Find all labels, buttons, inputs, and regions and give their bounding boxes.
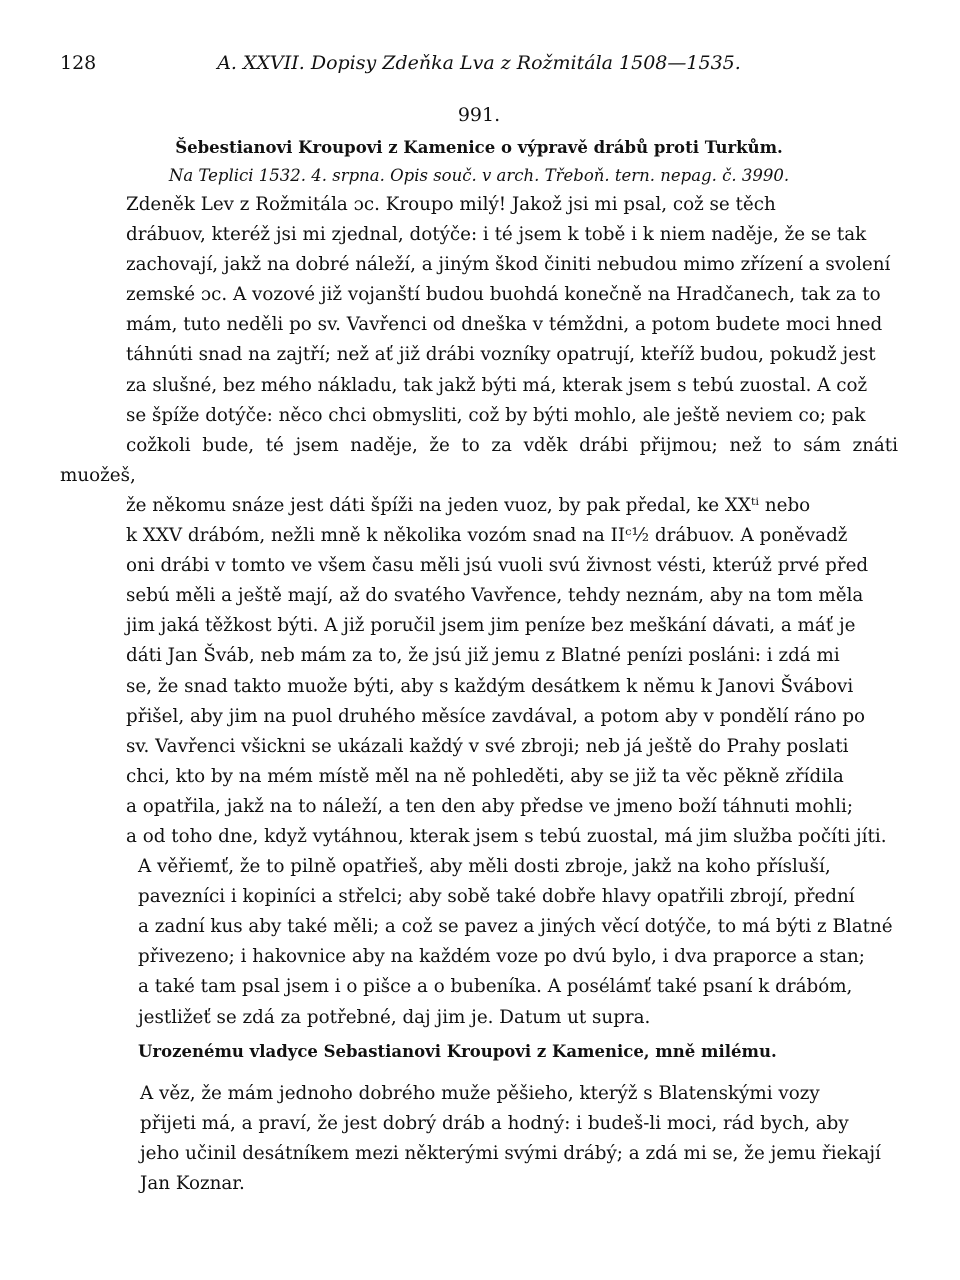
text-line: za slušné, bez mého nákladu, tak jakž býti má, kterak jsem s tebú zuostal. A což (126, 374, 868, 396)
text-line: se, že snad takto muože býti, aby s každým desátkem k němu k Janovi Švábovi (126, 675, 854, 697)
text-line: cožkoli bude, té jsem naděje, že to za vděk drábi přijmou; než to sám znáti muožeš, (60, 434, 898, 486)
text-line: Zdeněk Lev z Rožmitála ɔc. Kroupo milý! Jakož jsi mi psal, což se těch (126, 194, 776, 215)
letter-postscript (60, 1079, 898, 1199)
text-line: dáti Jan Šváb, neb mám za to, že jsú již jemu z Blatné penízi posláni: i zdá mi (126, 645, 840, 667)
text-line: pavezníci i kopiníci a střelci; aby sobě také dobře hlavy opatřili zbrojí, přední (138, 886, 855, 908)
text-line: že někomu snáze jest dáti špíži na jeden vuoz, by pak předal, ke XXᵗⁱ nebo (126, 494, 811, 516)
text-line: chci, kto by na mém místě měl na ně pohleděti, aby se již ta věc pěkně zřídila (126, 765, 844, 787)
text-line: mám, tuto neděli po sv. Vavřenci od dneška v témždni, a potom budete moci hned (126, 314, 883, 336)
text-line: a od toho dne, když vytáhnou, kterak jsem s tebú zuostal, má jim služba počíti jíti. (126, 825, 887, 847)
running-title: A. XXVII. Dopisy Zdeňka Lva z Rožmitála 1508—1535. (217, 52, 741, 74)
letter-paragraph-1 (60, 190, 898, 852)
text-line: a také tam psal jsem i o pišce a o bubeníka. A posélámť také psaní k drábóm, (138, 976, 853, 998)
document-number: 991. (457, 104, 501, 126)
text-line: se špíže dotýče: něco chci obmysliti, což by býti mohlo, ale ještě neviem co; pak (126, 404, 866, 426)
text-line: oni drábi v tomto ve všem času měli jsú vuoli svú živnost vésti, kterúž prvé před (126, 555, 869, 577)
text-line: a opatřila, jakž na to náleží, a ten den aby předse ve jmeno boží táhnuti mohli; (126, 795, 853, 817)
text-line: jestližeť se zdá za potřebné, daj jim je. Datum ut supra. (138, 1006, 651, 1028)
text-line: jeho učinil desátníkem mezi některými svými drábý; a zdá mi se, že jemu řiekají (140, 1142, 881, 1164)
text-line: jim jaká těžkost býti. A již poručil jsem jim peníze bez meškání dávati, a máť je (126, 615, 856, 637)
text-line: přijeti má, a praví, že jest dobrý dráb a hodný: i budeš-li moci, rád bych, aby (140, 1112, 849, 1134)
document-heading: Šebestianovi Kroupovi z Kamenice o výpravě drábů proti Turkům. (175, 138, 783, 157)
text-line: A věz, že mám jednoho dobrého muže pěšieho, kterýž s Blatenskými vozy (140, 1082, 820, 1104)
text-line: sv. Vavřenci všickni se ukázali každý v své zbroji; neb já ještě do Prahy poslati (126, 735, 849, 757)
text-line: a zadní kus aby také měli; a což se pavez a jiných věcí dotýče, to má býti z Blatné (138, 916, 893, 938)
letter-paragraph-2 (60, 852, 898, 1033)
running-head (60, 52, 898, 88)
text-line: přišel, aby jim na puol druhého měsíce zavdával, a potom aby v pondělí ráno po (126, 705, 866, 727)
document-source: Na Teplici 1532. 4. srpna. Opis souč. v arch. Třeboň. tern. nepag. č. 3990. (168, 166, 790, 185)
text-line: táhnúti snad na zajtří; než ať již drábi vozníky opatrují, kteříž budou, pokudž jest (126, 344, 876, 366)
text-line: sebú měli a ještě mají, až do svatého Vavřence, tehdy neznám, aby na tom měla (126, 585, 864, 607)
document-page (60, 52, 898, 1199)
page-number: 128 (60, 52, 97, 74)
text-line: drábuov, kteréž jsi mi zjednal, dotýče: i té jsem k tobě i k niem naděje, že se tak (126, 224, 867, 246)
text-line: Jan Koznar. (140, 1172, 245, 1194)
text-line: k XXV drábóm, nežli mně k několika vozóm snad na IIᶜ½ drábuov. A poněvadž (126, 525, 848, 547)
text-line: zachovají, jakž na dobré náleží, a jiným škod činiti nebudou mimo zřízení a svolení (126, 254, 891, 276)
text-line: A věřiemť, že to pilně opatřieš, aby měli dosti zbroje, jakž na koho přísluší, (138, 856, 831, 878)
text-line: přivezeno; i hakovnice aby na každém voze po dvú bylo, i dva praporce a stan; (138, 946, 865, 968)
letter-address: Urozenému vladyce Sebastianovi Kroupovi z Kamenice, mně milému. (138, 1041, 777, 1061)
text-line: zemské ɔc. A vozové již vojanští budou buohdá konečně na Hradčanech, tak za to (126, 284, 881, 306)
